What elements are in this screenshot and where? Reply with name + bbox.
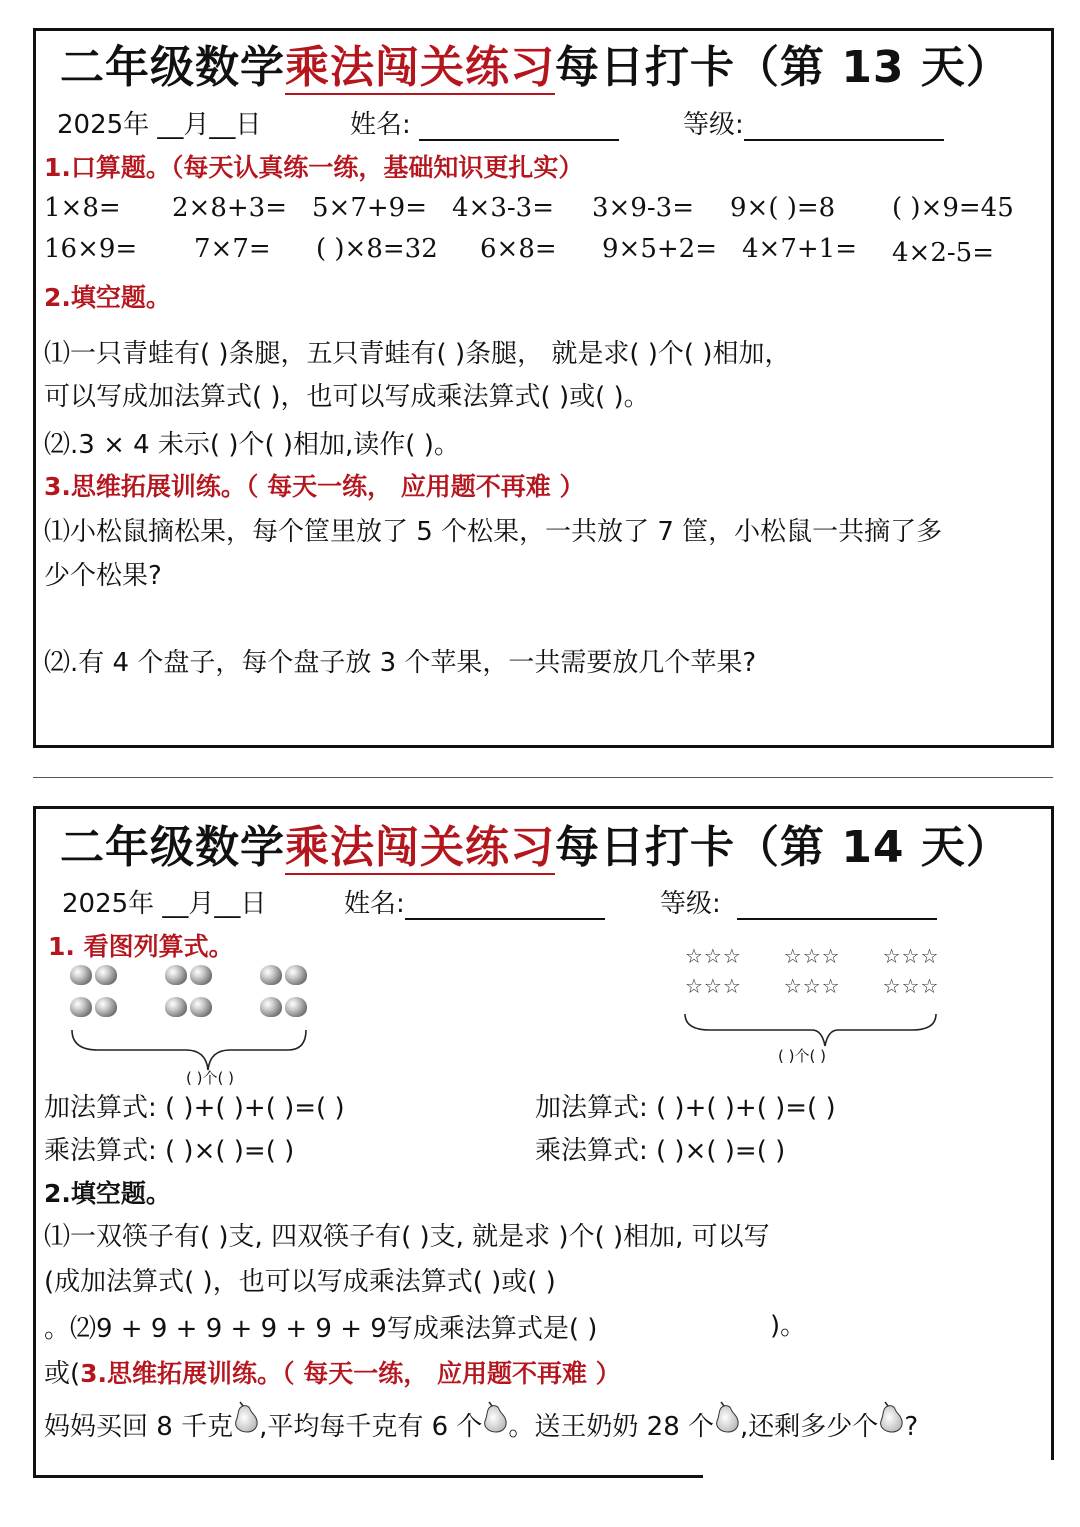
- addition-formula-right: 加法算式: ( )+( )+( )=( ): [535, 1093, 836, 1123]
- name-field[interactable]: [344, 883, 605, 920]
- apple-icon: [285, 997, 307, 1017]
- calc-item: 3×9-3=: [592, 193, 694, 223]
- brace-caption: ( )个( ): [778, 1047, 826, 1065]
- apple-icon: [260, 965, 282, 985]
- star-picture: [685, 944, 965, 998]
- word-problem-1-line2: 少个松果?: [44, 561, 162, 591]
- star-icon: ☆☆☆: [783, 974, 841, 998]
- title-highlight: 乘法闯关练习: [285, 42, 555, 93]
- section1-title: 1.口算题。（每天认真练一练，基础知识更扎实）: [44, 153, 584, 182]
- word-part: 妈妈买回 8 千克: [44, 1412, 234, 1442]
- name-label: 姓名:: [350, 110, 411, 140]
- calc-item: 1×8=: [44, 193, 121, 223]
- star-icon: ☆☆☆: [685, 944, 742, 968]
- worksheet-title: [60, 42, 1011, 93]
- calc-item: 7×7=: [194, 234, 271, 264]
- calc-row-2: [44, 234, 1044, 268]
- title-highlight: 乘法闯关练习: [285, 822, 555, 873]
- star-icon: ☆☆☆: [882, 974, 940, 998]
- grade-blank[interactable]: [737, 890, 937, 920]
- multiplication-formula-left: 乘法算式: ( )×( )=( ): [44, 1136, 295, 1166]
- calc-item: 4×3-3=: [452, 193, 554, 223]
- worksheet-title: [60, 822, 1011, 873]
- pear-icon: [714, 1401, 740, 1433]
- star-icon: ☆☆☆: [685, 974, 742, 998]
- section2-title: 2.填空题。: [44, 1179, 171, 1208]
- calc-item: 16×9=: [44, 234, 138, 264]
- apple-icon: [190, 997, 212, 1017]
- apple-icon: [95, 997, 117, 1017]
- calc-item: 4×2-5=: [892, 238, 994, 268]
- apple-icon: [165, 997, 187, 1017]
- name-field[interactable]: [350, 104, 619, 141]
- grade-label: 等级:: [683, 110, 744, 140]
- page-separator: [33, 777, 1053, 778]
- addition-formula-left: 加法算式: ( )+( )+( )=( ): [44, 1093, 345, 1123]
- fill-question-1-line1: ⑴一只青蛙有( )条腿，五只青蛙有( )条腿， 就是求( )个( )相加，: [44, 339, 791, 369]
- calc-item: 5×7+9=: [312, 193, 427, 223]
- apple-group: [165, 965, 215, 1021]
- section3-title: 3.思维拓展训练。（ 每天一练， 应用题不再难 ）: [80, 1359, 621, 1388]
- fill-question-1-line2: 可以写成加法算式( )，也可以写成乘法算式( )或( )。: [44, 382, 650, 412]
- brace-caption: ( )个( ): [186, 1069, 234, 1087]
- apple-icon: [190, 965, 212, 985]
- calc-item: ( )×8=32: [316, 234, 438, 264]
- word-part: 。送王奶奶 28 个: [508, 1412, 715, 1442]
- date-field[interactable]: 2025年 __月__日: [57, 110, 262, 140]
- grade-field[interactable]: [660, 883, 937, 920]
- date-field[interactable]: 2025年 __月__日: [62, 889, 267, 919]
- section3-row: [44, 1353, 621, 1390]
- apple-icon: [95, 965, 117, 985]
- or-prefix: 或(: [44, 1359, 81, 1389]
- word-problem-1-line1: ⑴小松鼠摘松果，每个筐里放了 5 个松果，一共放了 7 筐，小松鼠一共摘了多: [44, 517, 943, 547]
- section3-title: 3.思维拓展训练。（ 每天一练， 应用题不再难 ）: [44, 472, 585, 501]
- star-icon: ☆☆☆: [783, 944, 841, 968]
- brace-icon: [68, 1028, 318, 1072]
- border-top: [33, 806, 1054, 809]
- fill-question-2: ⑵.3 × 4 未示( )个( )相加,读作( )。: [44, 430, 460, 460]
- calc-item: 9×( )=8: [730, 193, 836, 223]
- pear-icon: [482, 1401, 508, 1433]
- pear-icon: [878, 1401, 904, 1433]
- border-right: [1051, 806, 1054, 1460]
- title-prefix: 二年级数学: [60, 42, 285, 93]
- title-suffix: 每日打卡（第 13 天）: [555, 42, 1011, 93]
- calc-item: 9×5+2=: [602, 234, 717, 264]
- calc-item: 2×8+3=: [172, 193, 287, 223]
- title-suffix: 每日打卡（第 14 天）: [555, 822, 1011, 873]
- fill-question-1-line1: ⑴一双筷子有( )支, 四双筷子有( )支, 就是求 )个( )相加, 可以写: [44, 1222, 770, 1252]
- apple-group: [260, 965, 310, 1021]
- section1-title: 1. 看图列算式。: [48, 932, 234, 961]
- word-part: ,平均每千克有 6 个: [259, 1412, 483, 1442]
- section2-title: 2.填空题。: [44, 283, 171, 312]
- fill-question-2-end: )。: [770, 1311, 807, 1341]
- calc-item: 6×8=: [480, 234, 557, 264]
- fill-question-1-line2: (成加法算式( )，也可以写成乘法算式( )或( ): [44, 1267, 556, 1297]
- name-blank[interactable]: [419, 111, 619, 141]
- apple-group: [70, 965, 120, 1021]
- calc-item: 4×7+1=: [742, 234, 857, 264]
- apple-icon: [285, 965, 307, 985]
- multiplication-formula-right: 乘法算式: ( )×( )=( ): [535, 1136, 786, 1166]
- border-bottom: [33, 1475, 703, 1478]
- brace-icon: [682, 1012, 942, 1048]
- calc-item: ( )×9=45: [892, 193, 1014, 223]
- apple-icon: [165, 965, 187, 985]
- calc-row-1: [44, 193, 1044, 223]
- word-part: ,还剩多少个: [740, 1412, 879, 1442]
- title-prefix: 二年级数学: [60, 822, 285, 873]
- grade-label: 等级:: [660, 889, 721, 919]
- apple-icon: [260, 997, 282, 1017]
- name-blank[interactable]: [405, 890, 605, 920]
- name-label: 姓名:: [344, 889, 405, 919]
- word-problem-2: ⑵.有 4 个盘子，每个盘子放 3 个苹果，一共需要放几个苹果?: [44, 648, 757, 678]
- pear-icon: [233, 1401, 259, 1433]
- word-problem-1: [44, 1406, 918, 1443]
- grade-blank[interactable]: [744, 111, 944, 141]
- border-left: [33, 806, 36, 1478]
- fill-question-2: 。⑵9 + 9 + 9 + 9 + 9 + 9写成乘法算式是( ): [44, 1314, 598, 1344]
- apple-icon: [70, 997, 92, 1017]
- grade-field[interactable]: [683, 104, 944, 141]
- star-icon: ☆☆☆: [882, 944, 940, 968]
- apple-icon: [70, 965, 92, 985]
- word-part: ?: [904, 1412, 919, 1442]
